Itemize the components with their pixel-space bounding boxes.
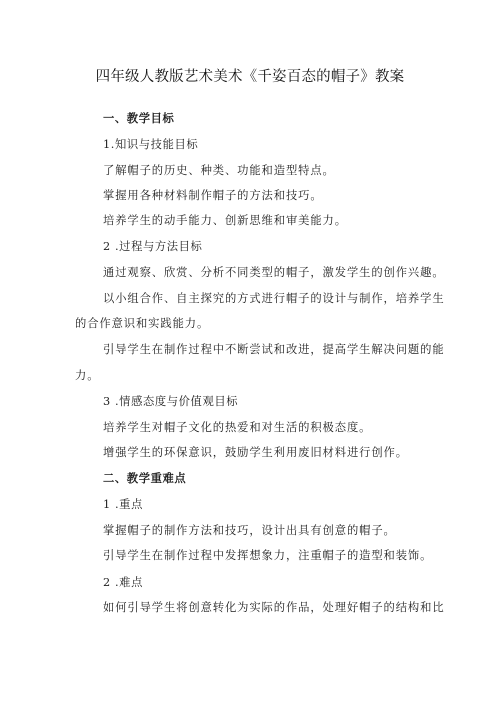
subsection-heading-emotion-values: 3 .情感态度与价值观目标 — [103, 395, 239, 408]
subsection-heading-process-method: 2 .过程与方法目标 — [103, 240, 203, 253]
paragraph-line: 掌握用各种材料制作帽子的方法和技巧。 — [103, 189, 323, 202]
paragraph-line: 增强学生的环保意识，鼓励学生利用废旧材料进行创作。 — [103, 446, 408, 459]
paragraph-line: 通过观察、欣赏、分析不同类型的帽子，激发学生的创作兴趣。 — [103, 266, 445, 279]
document-title: 四年级人教版艺术美术《千姿百态的帽子》教案 — [95, 69, 405, 85]
paragraph-line-continued: 的合作意识和实践能力。 — [75, 317, 210, 330]
paragraph-line: 以小组合作、自主探究的方式进行帽子的设计与制作，培养学生 — [103, 292, 445, 305]
subsection-heading-key-points: 1 .重点 — [103, 498, 143, 511]
paragraph-line: 掌握帽子的制作方法和技巧，设计出具有创意的帽子。 — [103, 524, 396, 537]
subsection-heading-knowledge-skills: 1.知识与技能目标 — [103, 138, 199, 151]
subsection-heading-difficulties: 2 .难点 — [103, 576, 143, 589]
section-heading-key-difficulties: 二、教学重难点 — [103, 472, 187, 485]
paragraph-line: 培养学生对帽子文化的热爱和对生活的积极态度。 — [103, 421, 372, 434]
section-heading-teaching-goals: 一、教学目标 — [103, 112, 175, 125]
paragraph-line: 培养学生的动手能力、创新思维和审美能力。 — [103, 214, 347, 227]
paragraph-line: 如何引导学生将创意转化为实际的作品，处理好帽子的结构和比 — [103, 601, 445, 614]
paragraph-line: 引导学生在制作过程中不断尝试和改进，提高学生解决问题的能 — [103, 343, 445, 356]
paragraph-line: 了解帽子的历史、种类、功能和造型特点。 — [103, 164, 335, 177]
paragraph-line: 引导学生在制作过程中发挥想象力，注重帽子的造型和装饰。 — [103, 549, 433, 562]
paragraph-line-continued: 力。 — [75, 369, 100, 382]
